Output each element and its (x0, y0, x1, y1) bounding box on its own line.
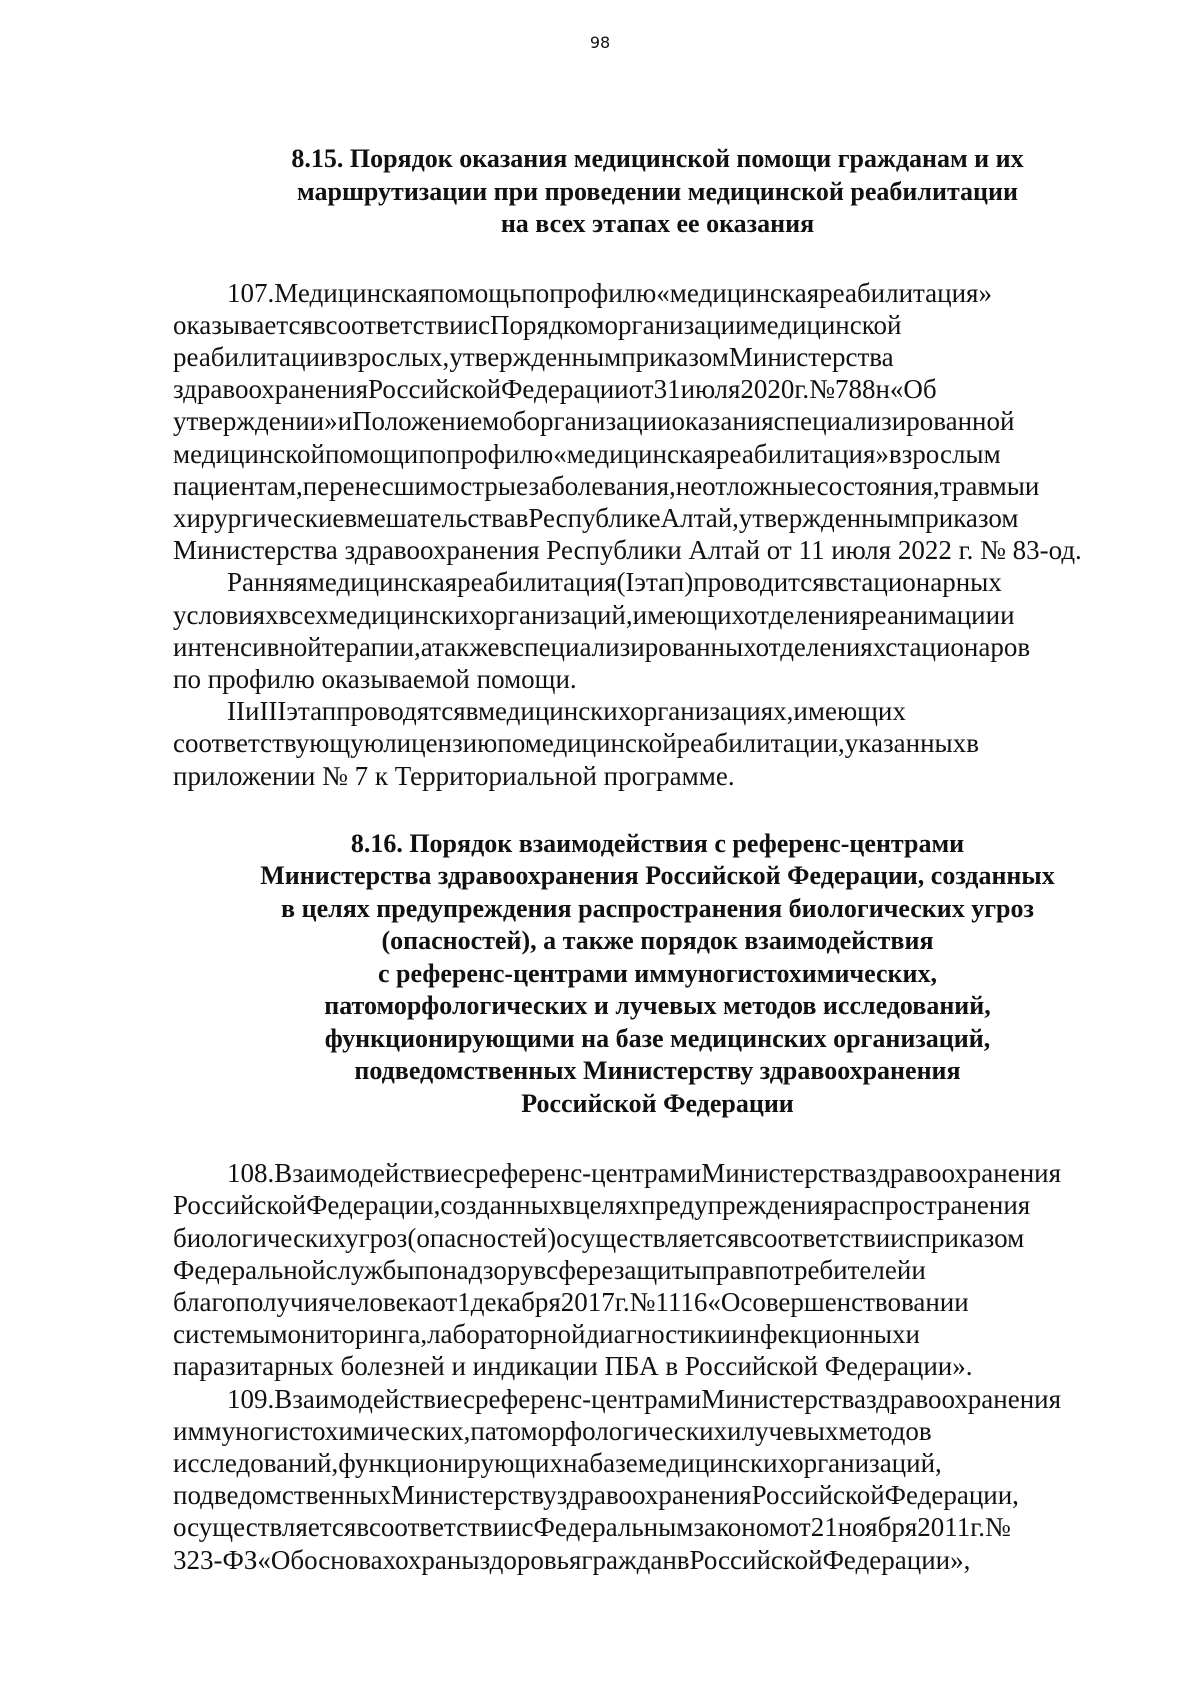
word: по (497, 728, 525, 759)
heading-line: 8.16. Порядок взаимодействия с референс-центрами (350, 828, 965, 858)
word: системы (173, 1319, 271, 1350)
word: помощь (430, 277, 522, 308)
word: профилю (549, 277, 657, 308)
paragraph (173, 566, 1142, 695)
word: лучевых (741, 1415, 839, 1446)
word: приказом (910, 502, 1019, 533)
text-line (173, 1415, 1142, 1447)
word: целях (575, 1190, 641, 1221)
word: с (521, 1512, 534, 1543)
text-line (173, 566, 1142, 598)
word: мониторинга, (270, 1319, 428, 1350)
word: декабря (470, 1287, 561, 1318)
word: Российской (368, 374, 502, 405)
word: утвержденным (738, 502, 911, 533)
word: оказания (671, 406, 774, 437)
word: законом (693, 1512, 786, 1543)
word: лицензию (383, 728, 498, 759)
word: медицинская (307, 567, 458, 598)
word: указанных (844, 728, 967, 759)
word: реабилитация» (716, 438, 889, 469)
word: лабораторной (427, 1319, 586, 1350)
word: имеющих (793, 696, 906, 727)
word: надзору (442, 1254, 534, 1285)
word: медицинской (749, 309, 902, 340)
text-line (173, 631, 1142, 663)
word: организациях, (630, 696, 794, 727)
word: отделения (744, 599, 862, 630)
heading-line: Министерства здравоохранения Российской Федерации, созданных (260, 861, 1055, 891)
word: подведомственных (173, 1480, 391, 1511)
word: профилю (446, 438, 554, 469)
word: в (356, 1512, 369, 1543)
word: от (432, 1287, 458, 1318)
heading-line: подведомственных Министерству здравоохранения (354, 1056, 961, 1086)
word: медицинской (524, 728, 677, 759)
word: и (727, 1415, 742, 1446)
text-line (173, 1318, 1142, 1350)
word: охраны (395, 1544, 480, 1575)
word: № (985, 1512, 1011, 1543)
word: Положением (352, 406, 500, 437)
heading-line: маршрутизации при проведении медицинской реабилитации (296, 176, 1018, 206)
word: Федерации, (306, 1190, 441, 1221)
heading-line: в целях предупреждения распространения биологических угроз (281, 893, 1034, 923)
word: медицинской (173, 438, 325, 469)
heading-line: Российской Федерации (521, 1088, 794, 1118)
text-line (173, 534, 1142, 566)
word: II (227, 696, 245, 727)
word: предупреждения (640, 1190, 834, 1221)
word: острые (446, 470, 529, 501)
word: здравоохранения (556, 1480, 752, 1511)
word: проводится (693, 567, 825, 598)
word: Министерства (701, 1383, 866, 1414)
word: помощи (324, 438, 419, 469)
word: Федеральной (173, 1254, 326, 1285)
word: утверждении» (173, 406, 338, 437)
word: специализированной (773, 406, 1015, 437)
word: «О (707, 1287, 741, 1318)
word: Алтай, (660, 502, 739, 533)
word: «Об (257, 1544, 305, 1575)
word: основах (304, 1544, 396, 1575)
word: терапии, (321, 631, 421, 662)
word: и (337, 406, 353, 437)
text-line (173, 1222, 1142, 1254)
text-line (173, 405, 1142, 437)
word: от (628, 374, 654, 405)
word: № (629, 1287, 656, 1318)
word: соответствующую (173, 728, 384, 759)
word: реабилитация (457, 567, 617, 598)
word: на (562, 1448, 590, 1479)
word: с (462, 1383, 475, 1414)
word: сфере (546, 1254, 614, 1285)
document-body (173, 143, 1142, 1576)
text-line (173, 309, 1142, 341)
word: по профилю оказываемой помощи. (173, 663, 577, 694)
text-line (173, 1157, 1142, 1189)
word: паразитарных болезней и индикации ПБА в Российской Федерации». (173, 1351, 973, 1382)
word: Медицинская (274, 277, 431, 308)
word: Федерации (501, 374, 629, 405)
text-line (173, 470, 1142, 502)
word: и (905, 1319, 920, 1350)
word: Министерства здравоохранения Республики Алтай от 11 июля 2022 г. № 83-од. (173, 535, 1082, 566)
word: защиты (613, 1254, 702, 1285)
word: заболевания, (528, 470, 676, 501)
word: соответствии (368, 1512, 522, 1543)
word: 31 (653, 374, 681, 405)
word: перенесшим (302, 470, 447, 501)
word: Российской (173, 1190, 307, 1221)
word: здравоохранения (173, 374, 369, 405)
text-line (173, 277, 1142, 309)
word: г. (794, 374, 810, 405)
text-line (173, 1447, 1142, 1479)
heading-line: (опасностей), а также порядок взаимодействия (381, 926, 934, 956)
word: в (676, 1544, 690, 1575)
text-line (173, 1544, 1142, 1576)
word: травмы (939, 470, 1025, 501)
section-body-8-16 (173, 1157, 1142, 1576)
word: интенсивной (173, 631, 322, 662)
word: в (312, 309, 326, 340)
word: функционирующих (338, 1448, 563, 1479)
text-line (173, 1511, 1142, 1543)
word: приказом (621, 341, 729, 372)
text-line (173, 1479, 1142, 1511)
word: в (515, 502, 529, 533)
word: медицинских (328, 599, 481, 630)
word: осуществляется (173, 1512, 357, 1543)
word: 109. (227, 1383, 275, 1414)
word: с (462, 1158, 475, 1189)
word: и (244, 696, 260, 727)
word: от (785, 1512, 811, 1543)
word: угроз (345, 1222, 408, 1253)
text-line (173, 1286, 1142, 1318)
text-line (173, 1254, 1142, 1286)
word: об (499, 406, 527, 437)
word: медицинских (477, 696, 631, 727)
text-line (173, 663, 1142, 695)
word: соответствии (752, 1222, 905, 1253)
word: Российской (751, 1480, 885, 1511)
word: Министерству (390, 1480, 557, 1511)
word: 788н (834, 374, 890, 405)
word: совершенствовании (740, 1287, 969, 1318)
word: патоморфологических (470, 1415, 728, 1446)
word: этап) (634, 567, 694, 598)
word: здоровья (479, 1544, 582, 1575)
word: соответствии (325, 309, 479, 340)
word: взрослым (888, 438, 1001, 469)
word: стационаров (885, 631, 1031, 662)
word: референс-центрами (474, 1158, 702, 1189)
text-line (173, 373, 1142, 405)
heading-line: патоморфологических и лучевых методов исследований, (324, 991, 991, 1021)
word: а (420, 631, 433, 662)
word: неотложные (675, 470, 817, 501)
text-line (173, 599, 1142, 631)
word: Федерации», (822, 1544, 971, 1575)
word: организации (526, 406, 672, 437)
word: иммуногистохимических, (173, 1415, 471, 1446)
word: июля (680, 374, 741, 405)
word: III (259, 696, 287, 727)
word: организаций, (480, 599, 633, 630)
word: «Об (889, 374, 937, 405)
word: Министерства (728, 341, 894, 372)
word: с (904, 1222, 917, 1253)
heading-line: на всех этапах ее оказания (500, 209, 815, 238)
heading-line: 8.15. Порядок оказания медицинской помощи гражданам и их (291, 144, 1024, 173)
word: взрослых, (334, 341, 450, 372)
word: в (499, 631, 513, 662)
word: в (465, 696, 478, 727)
word: биологических (173, 1222, 346, 1253)
word: диагностики (585, 1319, 732, 1350)
word: Порядком (490, 309, 605, 340)
word: Республике (528, 502, 661, 533)
word: в (562, 1190, 575, 1221)
word: также (432, 631, 500, 662)
word: пациентам, (173, 470, 303, 501)
word: потребителей (754, 1254, 912, 1285)
word: 1 (457, 1287, 471, 1318)
word: в (533, 1254, 547, 1285)
text-line (173, 502, 1142, 534)
word: базе (589, 1448, 638, 1479)
word: 21 (810, 1512, 838, 1543)
word: здравоохранения (866, 1383, 1062, 1414)
word: 2020 (740, 374, 795, 405)
word: реабилитации (173, 341, 335, 372)
word: с (478, 309, 491, 340)
word: (I (616, 567, 635, 598)
word: утвержденным (449, 341, 622, 372)
word: по (521, 277, 550, 308)
word: в (966, 728, 979, 759)
word: «медицинская (656, 277, 820, 308)
word: в (824, 567, 838, 598)
word: ноября (837, 1512, 918, 1543)
word: службы (325, 1254, 415, 1285)
word: хирургические (173, 502, 345, 533)
word: референс-центрами (474, 1383, 702, 1414)
word: и (1024, 470, 1040, 501)
word: по (414, 1254, 443, 1285)
word: Федеральным (533, 1512, 694, 1543)
page-number: 98 (589, 33, 611, 52)
word: 108. (227, 1158, 275, 1189)
word: приказом (916, 1222, 1025, 1253)
text-line (173, 438, 1142, 470)
word: Федерации, (884, 1480, 1019, 1511)
word: реабилитация» (819, 277, 992, 308)
word: № (809, 374, 835, 405)
word: благополучия (173, 1287, 331, 1318)
word: инфекционных (731, 1319, 906, 1350)
heading-line: функционирующими на базе медицинских организаций, (324, 1023, 991, 1053)
paragraph (173, 695, 1142, 792)
word: (опасностей) (407, 1222, 557, 1253)
word: состояния, (816, 470, 940, 501)
text-line (173, 1189, 1142, 1221)
word: исследований, (173, 1448, 339, 1479)
word: проводятся (336, 696, 466, 727)
word: методов (838, 1415, 932, 1446)
paragraph (173, 1383, 1142, 1576)
word: человека (330, 1287, 433, 1318)
word: 2011 (917, 1512, 971, 1543)
word: организации (604, 309, 750, 340)
text-line (173, 695, 1142, 727)
word: здравоохранения (866, 1158, 1062, 1189)
word: созданных (440, 1190, 563, 1221)
word: реабилитации, (676, 728, 845, 759)
word: в (739, 1222, 753, 1253)
word: Ранняя (227, 567, 308, 598)
word: специализированных (512, 631, 756, 662)
word: и (1000, 599, 1015, 630)
text-line (173, 727, 1142, 759)
word: граждан (581, 1544, 677, 1575)
word: 2017 (560, 1287, 615, 1318)
word: имеющих (632, 599, 745, 630)
word: всех (278, 599, 329, 630)
text-line (173, 1350, 1142, 1382)
word: Взаимодействие (274, 1383, 463, 1414)
word: условиях (173, 599, 279, 630)
text-line (173, 1383, 1142, 1415)
word: оказывается (173, 309, 313, 340)
word: г. (970, 1512, 986, 1543)
word: этап (286, 696, 337, 727)
word: организаций, (790, 1448, 942, 1479)
word: осуществляется (556, 1222, 740, 1253)
word: распространения (833, 1190, 1031, 1221)
word: реанимации (861, 599, 1001, 630)
word: Министерства (701, 1158, 866, 1189)
paragraph (173, 277, 1142, 567)
word: 1116 (655, 1287, 708, 1318)
word: прав (701, 1254, 755, 1285)
section-body-8-15 (173, 277, 1142, 792)
word: медицинских (637, 1448, 791, 1479)
word: и (911, 1254, 926, 1285)
section-heading-8-15 (173, 143, 1142, 241)
text-line (173, 760, 1142, 792)
word: по (418, 438, 447, 469)
word: 107. (227, 277, 275, 308)
word: отделениях (755, 631, 886, 662)
word: стационарных (837, 567, 1002, 598)
paragraph (173, 1157, 1142, 1382)
heading-line: с референс-центрами иммуногистохимических, (378, 958, 937, 988)
word: 323-ФЗ (173, 1544, 258, 1575)
section-heading-8-16 (173, 828, 1142, 1121)
word: «медицинская (553, 438, 717, 469)
word: вмешательства (344, 502, 516, 533)
word: Российской (689, 1544, 823, 1575)
text-line (173, 341, 1142, 373)
word: приложении № 7 к Территориальной программе. (173, 760, 735, 791)
word: Взаимодействие (274, 1158, 463, 1189)
word: г. (614, 1287, 630, 1318)
